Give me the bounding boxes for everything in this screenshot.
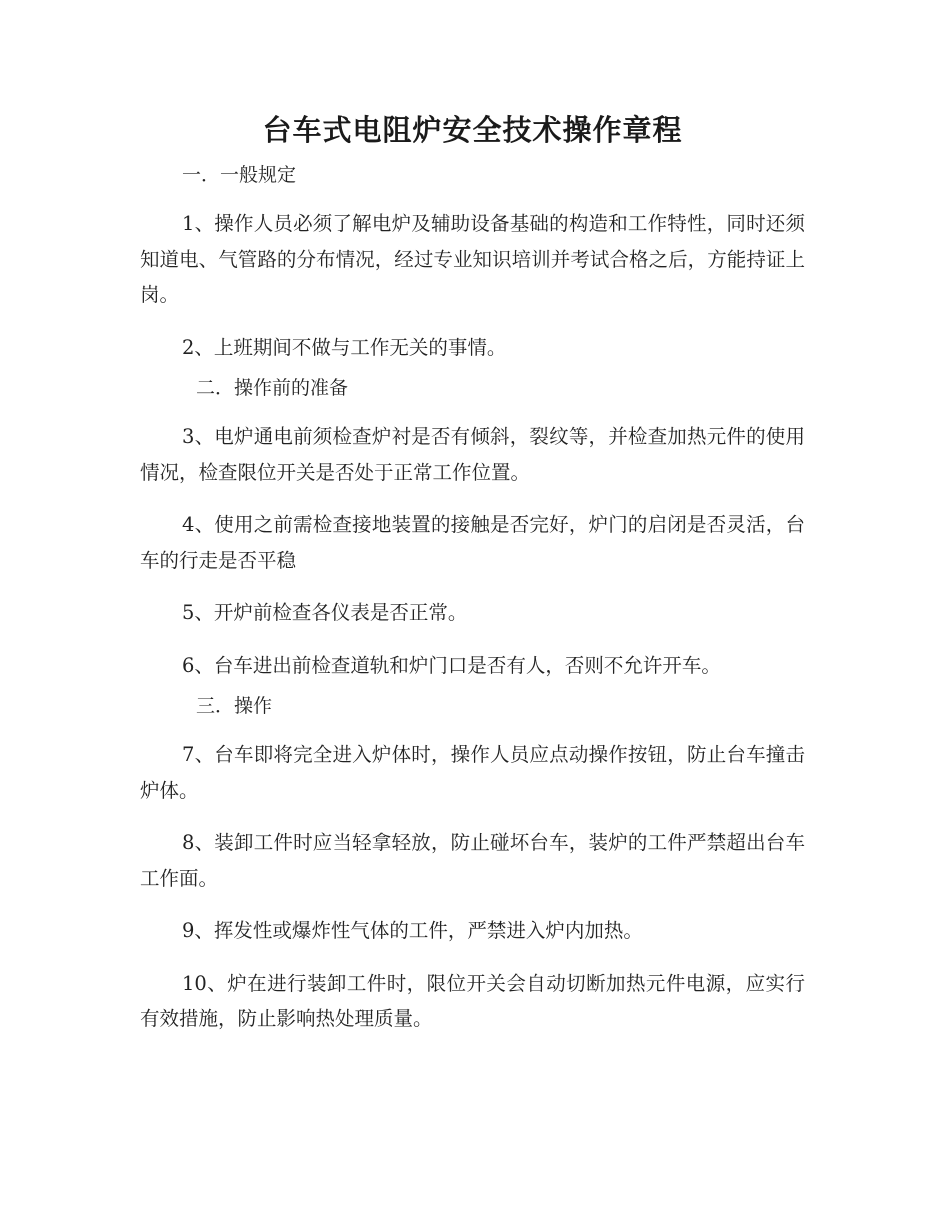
section-general-rules bbox=[140, 158, 805, 365]
paragraph: 2、上班期间不做与工作无关的事情。 bbox=[182, 335, 507, 359]
document-page bbox=[140, 108, 805, 1037]
paragraph: 4、使用之前需检查接地装置的接触是否完好，炉门的启闭是否灵活，台车的行走是否平稳 bbox=[140, 513, 805, 572]
paragraph: 5、开炉前检查各仪表是否正常。 bbox=[182, 601, 468, 624]
section-heading: 二．操作前的准备 bbox=[196, 377, 349, 399]
paragraph: 8、装卸工件时应当轻拿轻放，防止碰坏台车，装炉的工件严禁超出台车工作面。 bbox=[140, 831, 805, 890]
section-heading: 一．一般规定 bbox=[182, 164, 297, 186]
paragraph: 6、台车进出前检查道轨和炉门口是否有人，否则不允许开车。 bbox=[182, 653, 721, 677]
paragraph: 7、台车即将完全进入炉体时，操作人员应点动操作按钮，防止台车撞击炉体。 bbox=[140, 743, 805, 802]
section-preparation bbox=[140, 371, 805, 683]
paragraph: 10、炉在进行装卸工件时，限位开关会自动切断加热元件电源，应实行有效措施，防止影响热处理质量。 bbox=[140, 971, 805, 1030]
document-title: 台车式电阻炉安全技术操作章程 bbox=[262, 113, 683, 147]
section-operation bbox=[140, 689, 805, 1037]
paragraph: 9、挥发性或爆炸性气体的工件，严禁进入炉内加热。 bbox=[182, 919, 643, 942]
section-heading: 三．操作 bbox=[196, 695, 273, 717]
paragraph: 3、电炉通电前须检查炉衬是否有倾斜，裂纹等，并检查加热元件的使用情况，检查限位开关是否处于正常工作位置。 bbox=[140, 425, 805, 484]
paragraph: 1、操作人员必须了解电炉及辅助设备基础的构造和工作特性，同时还须知道电、气管路的分布情况，经过专业知识培训并考试合格之后，方能持证上岗。 bbox=[140, 212, 805, 306]
